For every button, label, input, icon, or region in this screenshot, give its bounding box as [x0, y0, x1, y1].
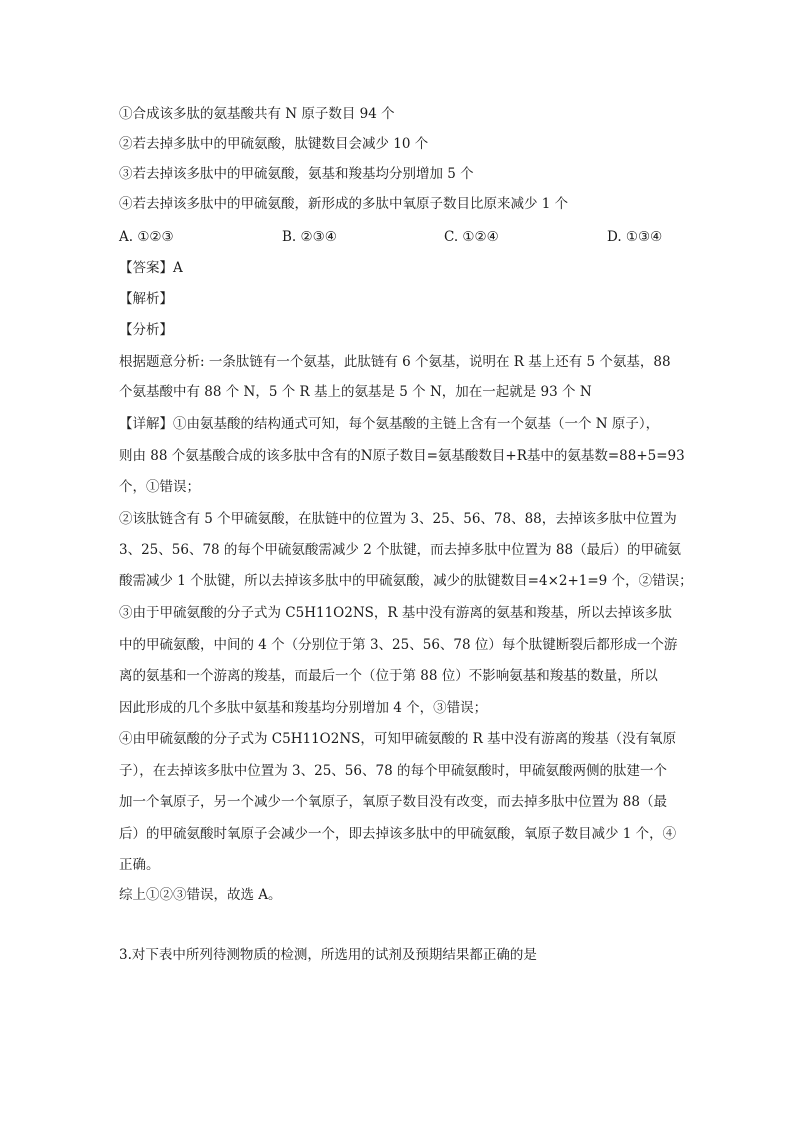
detail-line: 酸需减少 1 个肽键，所以去掉该多肽中的甲硫氨酸，减少的肽键数目=4×2+1=9 个，②错误；: [119, 573, 693, 589]
detail-line: 中的甲硫氨酸，中间的 4 个（分别位于第 3、25、56、78 位）每个肽键断裂后都形成一个游: [119, 637, 678, 653]
fenxi-heading: 【分析】: [119, 322, 173, 338]
analysis-heading: 【解析】: [119, 291, 173, 307]
detail-line: 3、25、56、78 的每个甲硫氨酸需减少 2 个肽键，而去掉多肽中位置为 88（最后）的甲硫氨: [119, 542, 682, 558]
options-row: [119, 227, 719, 247]
detail-line: 正确。: [119, 857, 160, 873]
statement-1: ①合成该多肽的氨基酸共有 N 原子数目 94 个: [119, 106, 395, 122]
detail-line: ②该肽链含有 5 个甲硫氨酸，在肽链中的位置为 3、25、56、78、88，去掉该多肽中位置为: [119, 511, 677, 527]
detail-line: 则由 88 个氨基酸合成的该多肽中含有的N原子数目=氨基酸数目+R基中的氨基数=88+5=93: [119, 448, 685, 464]
option-b: B. ②③④: [282, 229, 337, 245]
detail-line: ③由于甲硫氨酸的分子式为 C5H11O2NS，R 基中没有游离的氨基和羧基，所以去掉该多肽: [119, 605, 672, 621]
detail-line: 离的氨基和一个游离的羧基，而最后一个（位于第 88 位）不影响氨基和羧基的数量，所以: [119, 668, 658, 684]
statement-4: ④若去掉该多肽中的甲硫氨酸，新形成的多肽中氧原子数目比原来减少 1 个: [119, 196, 569, 212]
statement-3: ③若去掉该多肽中的甲硫氨酸，氨基和羧基均分别增加 5 个: [119, 166, 474, 182]
detail-line: 【详解】①由氨基酸的结构通式可知，每个氨基酸的主链上含有一个氨基（一个 N 原子），: [119, 416, 660, 432]
detail-line: ④由甲硫氨酸的分子式为 C5H11O2NS，可知甲硫氨酸的 R 基中没有游离的羧基（没有氧原: [119, 731, 677, 747]
fenxi-line: 根据题意分析: 一条肽链有一个氨基，此肽链有 6 个氨基，说明在 R 基上还有 5 个氨基，88: [119, 354, 671, 370]
conclusion-line: 综上①②③错误，故选 A。: [119, 887, 282, 903]
fenxi-line: 个氨基酸中有 88 个 N，5 个 R 基上的氨基是 5 个 N，加在一起就是 93 个 N: [119, 384, 592, 400]
option-c: C. ①②④: [444, 229, 499, 245]
option-d: D. ①③④: [607, 229, 663, 245]
detail-line: 加一个氧原子，另一个减少一个氧原子，氧原子数目没有改变，而去掉多肽中位置为 88（最: [119, 794, 667, 810]
answer-label: 【答案】A: [119, 260, 183, 276]
detail-line: 后）的甲硫氨酸时氧原子会减少一个，即去掉该多肽中的甲硫氨酸，氧原子数目减少 1 个，④: [119, 826, 677, 842]
next-question: 3.对下表中所列待测物质的检测，所选用的试剂及预期结果都正确的是: [119, 947, 537, 963]
statement-2: ②若去掉多肽中的甲硫氨酸，肽键数目会减少 10 个: [119, 136, 429, 152]
detail-line: 子），在去掉该多肽中位置为 3、25、56、78 的每个甲硫氨酸时，甲硫氨酸两侧的肽建一个: [119, 763, 667, 779]
option-a: A. ①②③: [119, 229, 174, 245]
detail-line: 个，①错误；: [119, 479, 200, 495]
detail-line: 因此形成的几个多肽中氨基和羧基均分别增加 4 个，③错误；: [119, 700, 488, 716]
